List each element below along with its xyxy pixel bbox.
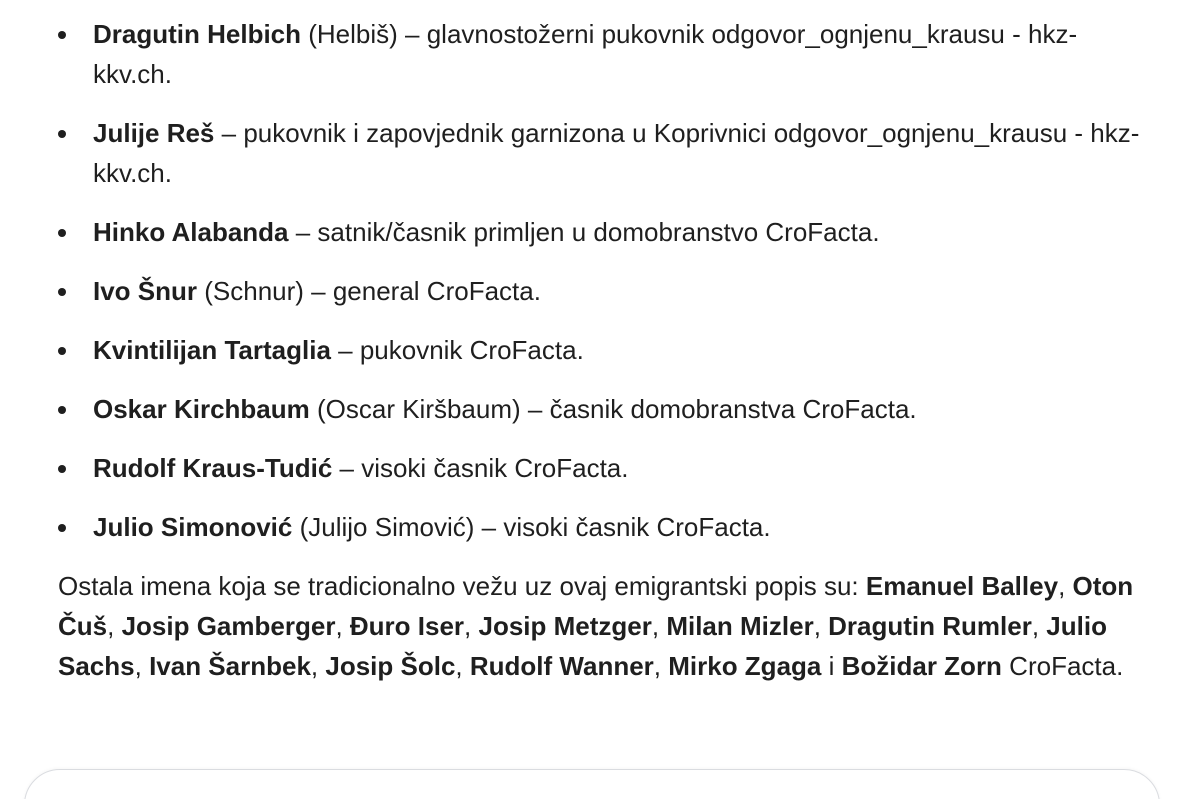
name: Dragutin Rumler bbox=[828, 611, 1032, 641]
bullet-icon bbox=[58, 465, 66, 473]
name: Julio Sachs bbox=[58, 611, 1107, 681]
person-description: – glavnostožerni pukovnik odgovor_ognjenu_krausu - hkz-kkv.ch. bbox=[93, 19, 1078, 89]
person-description: – pukovnik CroFacta. bbox=[330, 335, 584, 365]
prompt-input-card[interactable] bbox=[24, 769, 1160, 799]
name: Josip Gamberger bbox=[121, 611, 336, 641]
paragraph-intro: Ostala imena koja se tradicionalno vežu uz ovaj emigrantski popis su: bbox=[58, 571, 866, 601]
name: Josip Metzger bbox=[478, 611, 652, 641]
list-item bbox=[58, 330, 1148, 370]
list-item bbox=[58, 113, 1148, 193]
name: Josip Šolc bbox=[325, 651, 456, 681]
person-description: – pukovnik i zapovjednik garnizona u Koprivnici odgovor_ognjenu_krausu - hkz-kkv.ch. bbox=[93, 118, 1140, 188]
person-description: – visoki časnik CroFacta. bbox=[332, 453, 629, 483]
person-alias: (Julijo Simović) bbox=[292, 512, 475, 542]
name: Emanuel Balley bbox=[865, 571, 1059, 601]
person-alias: (Schnur) bbox=[197, 276, 304, 306]
name: Ivan Šarnbek bbox=[149, 651, 311, 681]
name: Mirko Zgaga bbox=[668, 651, 822, 681]
person-name: Julio Simonović bbox=[93, 512, 293, 542]
bullet-icon bbox=[58, 130, 66, 138]
list-item bbox=[58, 507, 1148, 547]
person-name: Ivo Šnur bbox=[93, 276, 198, 306]
bullet-icon bbox=[58, 406, 66, 414]
bullet-icon bbox=[58, 347, 66, 355]
person-name: Hinko Alabanda bbox=[93, 217, 289, 247]
person-name: Julije Reš bbox=[93, 118, 215, 148]
bullet-icon bbox=[58, 524, 66, 532]
person-description: – časnik domobranstva CroFacta. bbox=[520, 394, 917, 424]
person-description: – general CroFacta. bbox=[303, 276, 541, 306]
people-list bbox=[58, 14, 1148, 547]
person-description: – satnik/časnik primljen u domobranstvo CroFacta. bbox=[288, 217, 880, 247]
response-content bbox=[58, 14, 1148, 712]
other-names-paragraph: Ostala imena koja se tradicionalno vežu uz ovaj emigrantski popis su: Emanuel Balley, Oton Čuš, Josip Gamberger, Đuro Iser, Josip Metzger, Milan Mizler, Dragutin Rumler, Julio Sachs, Ivan Šarnbek, Josip Šolc, Rudolf Wanner, Mirko Zgaga i Božidar Zorn CroFacta. bbox=[58, 571, 1134, 681]
person-alias: (Helbiš) bbox=[301, 19, 398, 49]
name: Rudolf Wanner bbox=[469, 651, 654, 681]
person-name: Oskar Kirchbaum bbox=[93, 394, 310, 424]
person-name: Rudolf Kraus-Tudić bbox=[93, 453, 333, 483]
bullet-icon bbox=[58, 288, 66, 296]
name: Božidar Zorn bbox=[841, 651, 1002, 681]
name: Đuro Iser bbox=[349, 611, 465, 641]
list-item bbox=[58, 448, 1148, 488]
person-alias: (Oscar Kiršbaum) bbox=[309, 394, 521, 424]
name: Milan Mizler bbox=[666, 611, 814, 641]
person-description: – visoki časnik CroFacta. bbox=[474, 512, 771, 542]
person-name: Dragutin Helbich bbox=[93, 19, 302, 49]
list-item bbox=[58, 212, 1148, 252]
list-item bbox=[58, 389, 1148, 429]
person-name: Kvintilijan Tartaglia bbox=[93, 335, 331, 365]
bullet-icon bbox=[58, 229, 66, 237]
name: Oton Čuš bbox=[58, 571, 1134, 641]
source-label: CroFacta. bbox=[1001, 651, 1124, 681]
list-item bbox=[58, 271, 1148, 311]
list-item bbox=[58, 14, 1148, 94]
bullet-icon bbox=[58, 31, 66, 39]
